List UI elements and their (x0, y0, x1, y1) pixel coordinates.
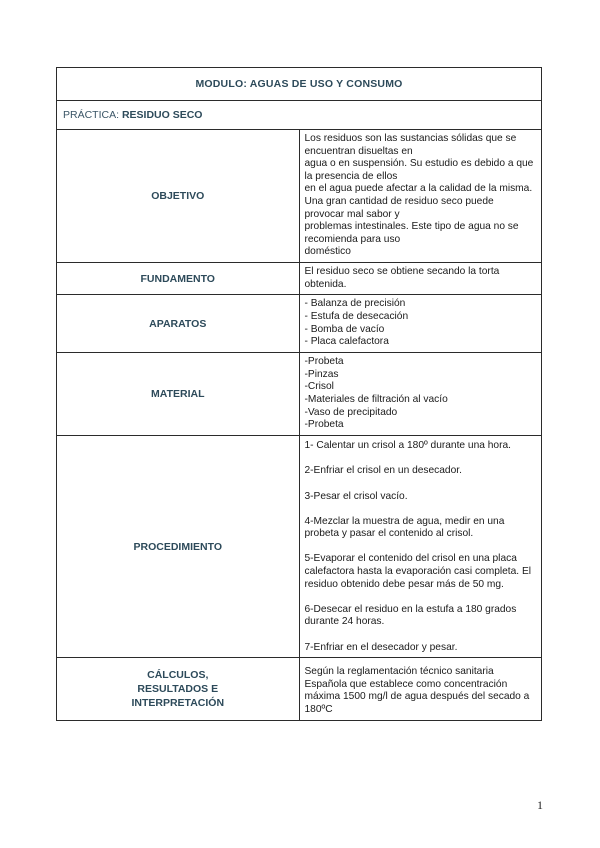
procedimiento-label: PROCEDIMIENTO (57, 436, 300, 658)
material-item: -Probeta (304, 419, 344, 431)
aparatos-item: - Balanza de precisión (304, 298, 406, 310)
material-item: -Probeta (304, 356, 344, 368)
objetivo-line: agua o en suspensión. Su estudio es debido a que la presencia de ellos (304, 158, 534, 182)
objetivo-label: OBJETIVO (57, 130, 300, 263)
objetivo-line: Una gran cantidad de residuo seco puede provocar mal sabor y (304, 195, 494, 220)
procedimiento-step: 1- Calentar un crisol a 180º durante una hora. (304, 440, 511, 452)
material-label: MATERIAL (57, 353, 300, 436)
calculos-content: Según la reglamentación técnico sanitaria Española que establece como concentración máxima 1500 mg/l de agua después del secado a 180ºC (299, 658, 542, 720)
page-number: 1 (537, 798, 543, 812)
practice-row (57, 101, 542, 130)
aparatos-item: - Placa calefactora (304, 336, 389, 348)
fundamento-label: FUNDAMENTO (57, 262, 300, 294)
procedimiento-step: 6-Desecar el residuo en la estufa a 180 grados durante 24 horas. (304, 603, 517, 628)
objetivo-line: en el agua puede afectar a la calidad de la misma. (304, 183, 533, 195)
material-item: -Pinzas (304, 368, 339, 380)
objetivo-content (299, 130, 542, 263)
aparatos-label: APARATOS (57, 295, 300, 353)
material-item: -Vaso de precipitado (304, 406, 398, 418)
procedimiento-step: 7-Enfriar en el desecador y pesar. (304, 641, 458, 653)
material-item: -Materiales de filtración al vacío (304, 393, 448, 405)
procedimiento-step: 5-Evaporar el contenido del crisol en una placa calefactora hasta la evaporación casi completa. El residuo obtenido debe pesar más de 50 mg. (304, 553, 532, 590)
material-content (299, 353, 542, 436)
calculos-label-line: INTERPRETACIÓN (131, 696, 225, 709)
procedimiento-step: 3-Pesar el crisol vacío. (304, 490, 408, 502)
practice-name: RESIDUO SECO (121, 109, 203, 121)
aparatos-content (299, 295, 542, 353)
practice-sheet-table (56, 67, 542, 721)
procedimiento-step: 2-Enfriar el crisol en un desecador. (304, 465, 462, 477)
objetivo-line: doméstico (304, 246, 351, 258)
procedimiento-content (299, 436, 542, 658)
objetivo-line: problemas intestinales. Este tipo de agua no se recomienda para uso (304, 221, 519, 245)
calculos-label-line: CÁLCULOS, (147, 668, 209, 681)
aparatos-item: - Bomba de vacío (304, 323, 385, 335)
calculos-label-line: RESULTADOS E (137, 682, 219, 695)
objetivo-line: Los residuos son las sustancias sólidas que se encuentran disueltas en (304, 133, 517, 157)
material-item: -Crisol (304, 381, 334, 393)
calculos-label (57, 658, 300, 720)
fundamento-content: El residuo seco se obtiene secando la torta obtenida. (299, 262, 542, 294)
module-title: MODULO: AGUAS DE USO Y CONSUMO (57, 68, 542, 101)
aparatos-item: - Estufa de desecación (304, 311, 409, 323)
procedimiento-step: 4-Mezclar la muestra de agua, medir en una probeta y pasar el contenido al crisol. (304, 515, 505, 540)
practice-prefix: PRÁCTICA: (63, 109, 120, 121)
